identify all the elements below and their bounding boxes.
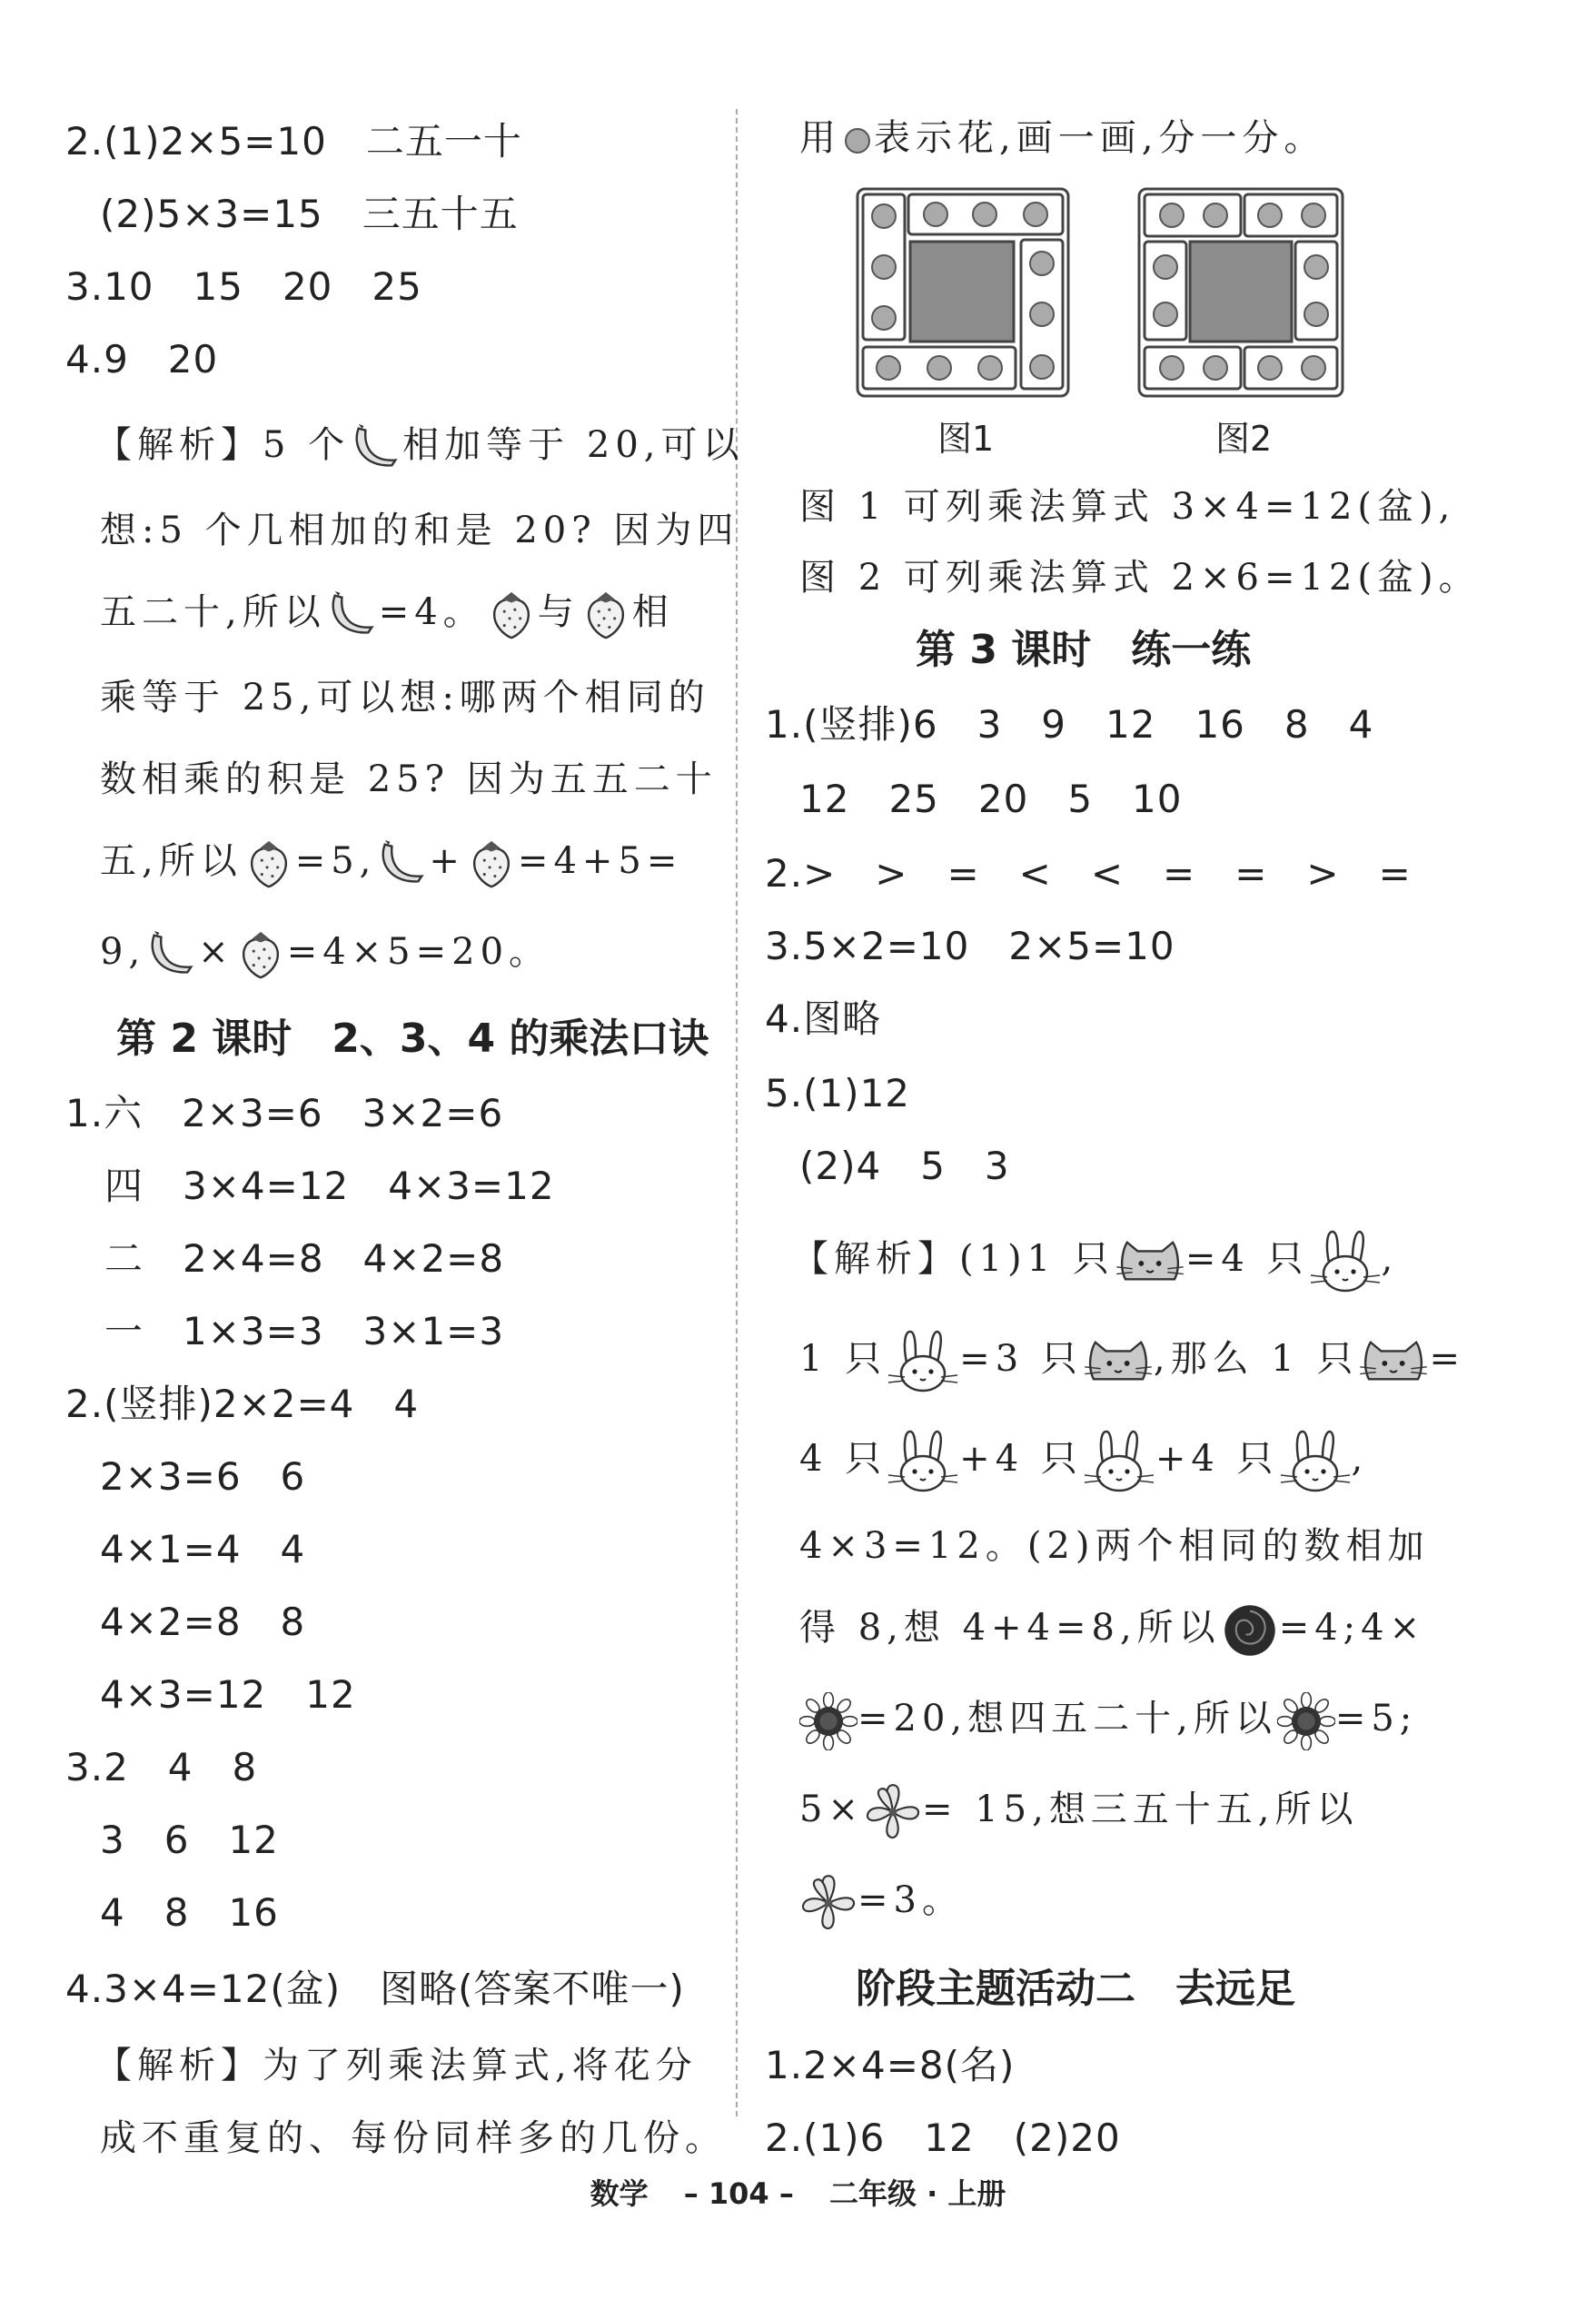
answer-line: 4.3×4=12(盆) 图略(答案不唯一) xyxy=(65,1967,685,2011)
answer-line: 2×3=6 6 xyxy=(100,1454,306,1499)
page-number: – 104 – xyxy=(683,2176,794,2211)
answer-line: 4 8 16 xyxy=(100,1890,279,1935)
cat-icon xyxy=(1115,1235,1185,1288)
analysis-line xyxy=(100,585,674,641)
analysis-text: , xyxy=(1381,1238,1399,1280)
cat-icon xyxy=(1358,1335,1429,1388)
strawberry-icon xyxy=(243,837,295,890)
column-divider xyxy=(736,109,738,2116)
analysis-text: 与 xyxy=(537,591,580,633)
answer-line: 2.(竖排)2×2=4 4 xyxy=(65,1382,420,1426)
analysis-text: = xyxy=(1429,1338,1465,1380)
analysis-text: 1 只 xyxy=(799,1338,887,1380)
analysis-text: =4。 xyxy=(378,591,485,633)
answer-line: 4×3=12 12 xyxy=(100,1672,356,1717)
analysis-text: =4;4× xyxy=(1278,1607,1426,1649)
explanation-line: 图 2 可列乘法算式 2×6=12(盆)。 xyxy=(799,557,1481,599)
analysis-text: =20,想四五二十,所以 xyxy=(857,1698,1277,1739)
analysis-text: =4+5= xyxy=(517,840,683,882)
answer-line: 4×1=4 4 xyxy=(100,1527,306,1571)
analysis-text: =4 只 xyxy=(1185,1238,1309,1280)
strawberry-icon xyxy=(465,837,518,890)
rabbit-icon xyxy=(1083,1430,1155,1493)
answer-line: (2)4 5 3 xyxy=(799,1144,1010,1188)
analysis-line: 【解析】为了列乘法算式,将花分 xyxy=(95,2045,698,2086)
analysis-line xyxy=(100,834,682,890)
instruction-text: 表示花,画一画,分一分。 xyxy=(874,117,1326,159)
analysis-text: =5, xyxy=(294,840,377,882)
banana-icon xyxy=(326,589,379,641)
analysis-text: 相加等于 20,可以 xyxy=(402,424,745,466)
answer-line: 4.图略 xyxy=(765,996,882,1041)
analysis-line xyxy=(792,1230,1398,1293)
answer-line: 1.六 2×3=6 3×2=6 xyxy=(65,1091,504,1135)
answer-line: 12 25 20 5 10 xyxy=(799,777,1183,821)
answer-line: 5.(1)12 xyxy=(765,1071,911,1115)
answer-line: 1.(竖排)6 3 9 12 16 8 4 xyxy=(765,702,1374,747)
answer-line: 4×2=8 8 xyxy=(100,1600,306,1644)
analysis-text: + xyxy=(429,840,465,882)
analysis-text: =4×5=20。 xyxy=(286,931,551,973)
answer-line: (2)5×3=15 三五十五 xyxy=(100,192,519,236)
analysis-text: 得 8,想 4+4=8,所以 xyxy=(799,1607,1221,1649)
figure-1-label: 图1 xyxy=(937,419,995,459)
analysis-line: 数相乘的积是 25? 因为五五二十 xyxy=(100,758,718,800)
answer-line: 二 2×4=8 4×2=8 xyxy=(104,1236,505,1281)
rabbit-icon xyxy=(1309,1230,1382,1293)
analysis-text: +4 只 xyxy=(959,1438,1083,1480)
analysis-text: 9, xyxy=(100,931,146,973)
footer-subject: 数学 xyxy=(590,2176,649,2211)
analysis-text: =5; xyxy=(1334,1698,1418,1739)
analysis-text: 【解析】(1)1 只 xyxy=(792,1238,1115,1280)
analysis-line xyxy=(100,925,550,981)
answer-line: 3.10 15 20 25 xyxy=(65,264,422,309)
analysis-line: 想:5 个几相加的和是 20? 因为四 xyxy=(100,510,739,551)
analysis-line: 成不重复的、每份同样多的几份。 xyxy=(100,2117,727,2159)
analysis-line xyxy=(799,1782,1359,1841)
analysis-line: 4×3=12。(2)两个相同的数相加 xyxy=(799,1525,1430,1567)
answer-line: 一 1×3=3 3×1=3 xyxy=(104,1309,505,1353)
analysis-line xyxy=(799,1430,1368,1493)
analysis-text: 【解析】5 个 xyxy=(95,424,351,466)
analysis-text: 4 只 xyxy=(799,1438,887,1480)
figure-2-label: 图2 xyxy=(1215,419,1273,459)
figure-1-diagram xyxy=(856,187,1070,398)
analysis-text: 五二十,所以 xyxy=(100,591,326,633)
lily-icon xyxy=(864,1783,922,1841)
rabbit-icon xyxy=(887,1330,959,1393)
analysis-line xyxy=(799,1601,1425,1660)
answer-line: 2.> > = < < = = > = xyxy=(765,851,1412,896)
sunflower-icon xyxy=(1277,1692,1335,1750)
explanation-line: 图 1 可列乘法算式 3×4=12(盆), xyxy=(799,486,1456,528)
analysis-line xyxy=(95,418,745,474)
analysis-text: 相 xyxy=(631,591,674,633)
figure-2-diagram xyxy=(1137,187,1344,398)
flower-dot-icon xyxy=(841,124,874,157)
analysis-text: =3。 xyxy=(857,1879,964,1921)
analysis-line xyxy=(799,1691,1417,1750)
analysis-text: +4 只 xyxy=(1155,1438,1279,1480)
strawberry-icon xyxy=(485,589,538,641)
lily-icon xyxy=(799,1874,857,1932)
answer-line: 3.5×2=10 2×5=10 xyxy=(765,924,1175,968)
answer-line: 2.(1)6 12 (2)20 xyxy=(765,2116,1121,2160)
page-footer xyxy=(0,2171,1596,2213)
strawberry-icon xyxy=(580,589,632,641)
footer-grade: 二年级 · 上册 xyxy=(828,2176,1006,2211)
banana-icon xyxy=(376,837,429,890)
answer-line: 4.9 20 xyxy=(65,337,219,382)
analysis-text: 五,所以 xyxy=(100,840,243,882)
rabbit-icon xyxy=(887,1430,959,1493)
instruction-text: 用 xyxy=(799,117,841,159)
answer-line: 3.2 4 8 xyxy=(65,1745,258,1789)
strawberry-icon xyxy=(234,928,287,981)
rabbit-icon xyxy=(1279,1430,1352,1493)
analysis-text: 5× xyxy=(799,1789,864,1830)
analysis-text: = 15,想三五十五,所以 xyxy=(921,1789,1359,1830)
sunflower-icon xyxy=(799,1692,857,1750)
instruction-line xyxy=(799,111,1325,165)
analysis-line xyxy=(799,1873,964,1932)
answer-line: 四 3×4=12 4×3=12 xyxy=(104,1164,555,1208)
section-heading: 第 3 课时 练一练 xyxy=(916,627,1252,673)
analysis-text: , xyxy=(1351,1438,1369,1480)
analysis-text: × xyxy=(198,931,234,973)
banana-icon xyxy=(145,928,198,981)
analysis-text: =3 只 xyxy=(959,1338,1083,1380)
analysis-line: 乘等于 25,可以想:哪两个相同的 xyxy=(100,677,710,718)
cat-icon xyxy=(1083,1335,1154,1388)
answer-line: 3 6 12 xyxy=(100,1818,279,1862)
section-heading: 阶段主题活动二 去远足 xyxy=(856,1966,1295,2012)
analysis-text: ,那么 1 只 xyxy=(1153,1338,1359,1380)
answer-line: 2.(1)2×5=10 二五一十 xyxy=(65,119,522,164)
section-heading: 第 2 课时 2、3、4 的乘法口诀 xyxy=(116,1016,709,1062)
answer-line: 1.2×4=8(名) xyxy=(765,2043,1016,2087)
banana-icon xyxy=(350,421,402,474)
rose-icon xyxy=(1221,1601,1279,1660)
analysis-line xyxy=(799,1330,1465,1393)
